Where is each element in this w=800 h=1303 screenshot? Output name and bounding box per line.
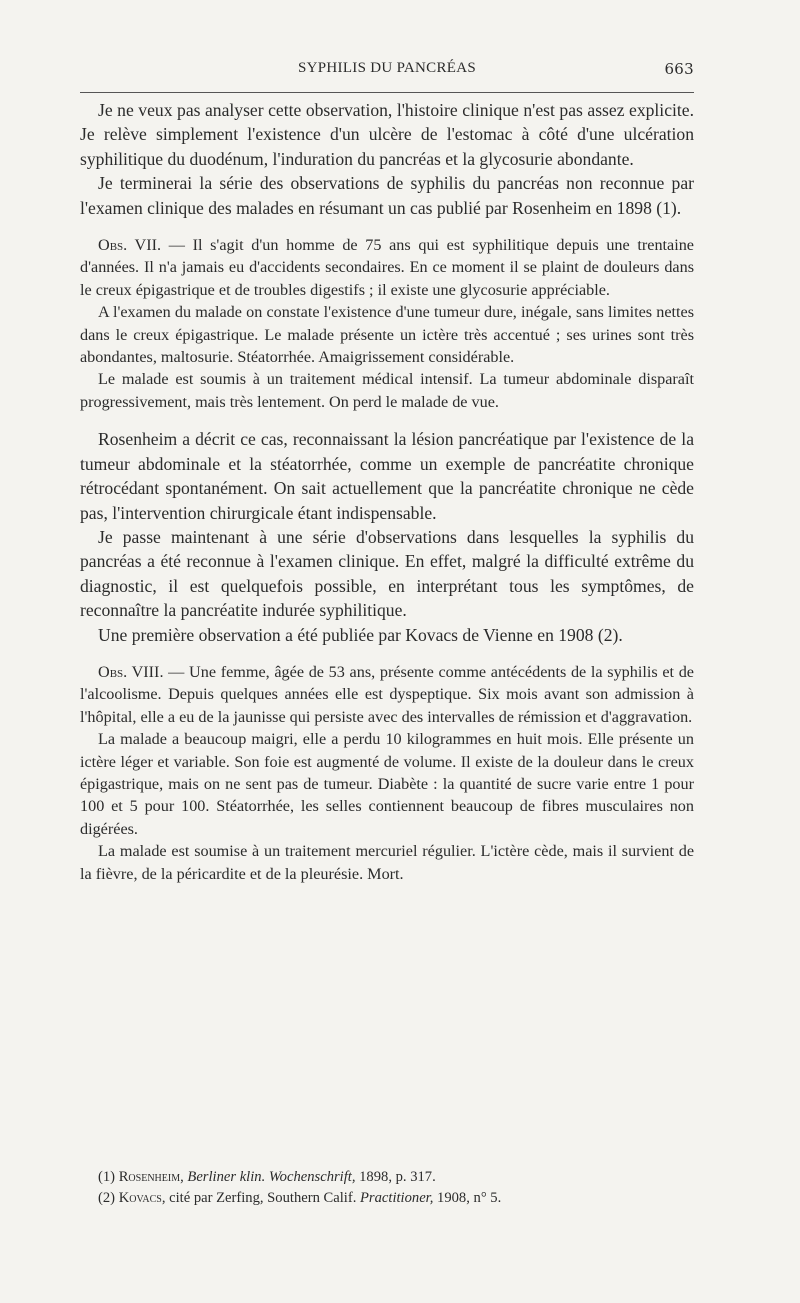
paragraph: Je ne veux pas analyser cette observation, l'histoire clinique n'est pas assez explicite. Je relève simplement l'existence d'un ulcère de l'estomac à côté d'une ulcération syphilitique du duodénum, l'induration du pancréas et la glycosurie abondante. bbox=[80, 100, 694, 169]
body-text bbox=[80, 98, 694, 885]
observation-paragraph bbox=[80, 661, 694, 728]
paragraph: Je terminerai la série des observations de syphilis du pancréas non reconnue par l'examen clinique des malades en résumant un cas publié par Rosenheim en 1898 (1). bbox=[80, 173, 694, 218]
footnotes bbox=[80, 1167, 694, 1208]
running-header bbox=[80, 60, 694, 82]
footnote-1 bbox=[80, 1167, 694, 1188]
observation-text: — Il s'agit d'un homme de 75 ans qui est syphilitique depuis une trentaine d'années. Il n'a jamais eu d'accidents secondaires. En ce moment il se plaint de douleurs dans le creux épigastrique et de troubles digestifs ; il existe une glycosurie appréciable. bbox=[80, 236, 694, 299]
footnote-journal: Berliner klin. Wochenschrift, bbox=[187, 1169, 356, 1185]
footnote-marker: (1) bbox=[98, 1169, 116, 1185]
observation-paragraph bbox=[80, 234, 694, 301]
paragraph: Je passe maintenant à une série d'observations dans lesquelles la syphilis du pancréas a été reconnue à l'examen clinique. En effet, malgré la difficulté extrême du diagnostic, il est quelquefois possible, en interprétant tous les symptômes, de reconnaître la pancréatite indurée syphilitique. bbox=[80, 526, 694, 621]
observation-label: Obs. VIII. bbox=[98, 662, 164, 681]
running-title: SYPHILIS DU PANCRÉAS bbox=[298, 60, 476, 76]
footnote-rest: 1908, n° 5. bbox=[433, 1189, 502, 1206]
observation-paragraph: A l'examen du malade on constate l'existence d'une tumeur dure, inégale, sans limites nettes dans le creux épigastrique. Le malade présente un ictère très accentué ; ses urines sont très abondantes, maltosurie. Stéatorrhée. Amaigrissement considérable. bbox=[80, 303, 694, 367]
footnote-marker: (2) bbox=[98, 1189, 116, 1206]
footnote-middle: cité par Zerfing, Southern Calif. bbox=[165, 1189, 361, 1206]
observation-paragraph: La malade est soumise à un traitement mercuriel régulier. L'ictère cède, mais il survient de la fièvre, de la péricardite et de la pleurésie. Mort. bbox=[80, 842, 694, 883]
observation-paragraph: La malade a beaucoup maigri, elle a perdu 10 kilogrammes en huit mois. Elle présente un ictère léger et variable. Son foie est augmenté de volume. Il existe de la douleur dans le creux épigastrique, mais on ne sent pas de tumeur. Diabète : la quantité de sucre varie entre 1 pour 100 et 5 pour 100. Stéatorrhée, les selles contiennent beaucoup de fibres musculaires non digérées. bbox=[80, 730, 694, 838]
paragraph: Une première observation a été publiée par Kovacs de Vienne en 1908 (2). bbox=[98, 624, 623, 645]
observation-paragraph: Le malade est soumis à un traitement médical intensif. La tumeur abdominale disparaît progressivement, mais très lentement. On perd le malade de vue. bbox=[80, 370, 694, 411]
footnote-author: Rosenheim, bbox=[118, 1169, 184, 1185]
observation-text: — Une femme, âgée de 53 ans, présente comme antécédents de la syphilis et de l'alcoolisme. Depuis quelques années elle est dyspeptique. Six mois avant son admission à l'hôpital, elle a eu de la jaunisse qui persiste avec des intervalles de rémission et d'aggravation. bbox=[80, 662, 694, 726]
footnote-author: Kovacs, bbox=[118, 1189, 166, 1206]
footnote-rest: 1898, p. 317. bbox=[355, 1169, 436, 1185]
footnote-journal: Practitioner, bbox=[360, 1189, 434, 1206]
observation-label: Obs. VII. bbox=[98, 236, 162, 255]
footnote-2 bbox=[80, 1188, 694, 1209]
paragraph: Rosenheim a décrit ce cas, reconnaissant la lésion pancréatique par l'existence de la tumeur abdominale et la stéatorrhée, comme un exemple de pancréatite chronique rétrocédant spontanément. On sait actuellement que la pancréatite chronique ne cède pas, l'intervention chirurgicale étant indispensable. bbox=[80, 429, 694, 523]
header-rule bbox=[80, 92, 694, 93]
page-number: 663 bbox=[664, 60, 694, 78]
